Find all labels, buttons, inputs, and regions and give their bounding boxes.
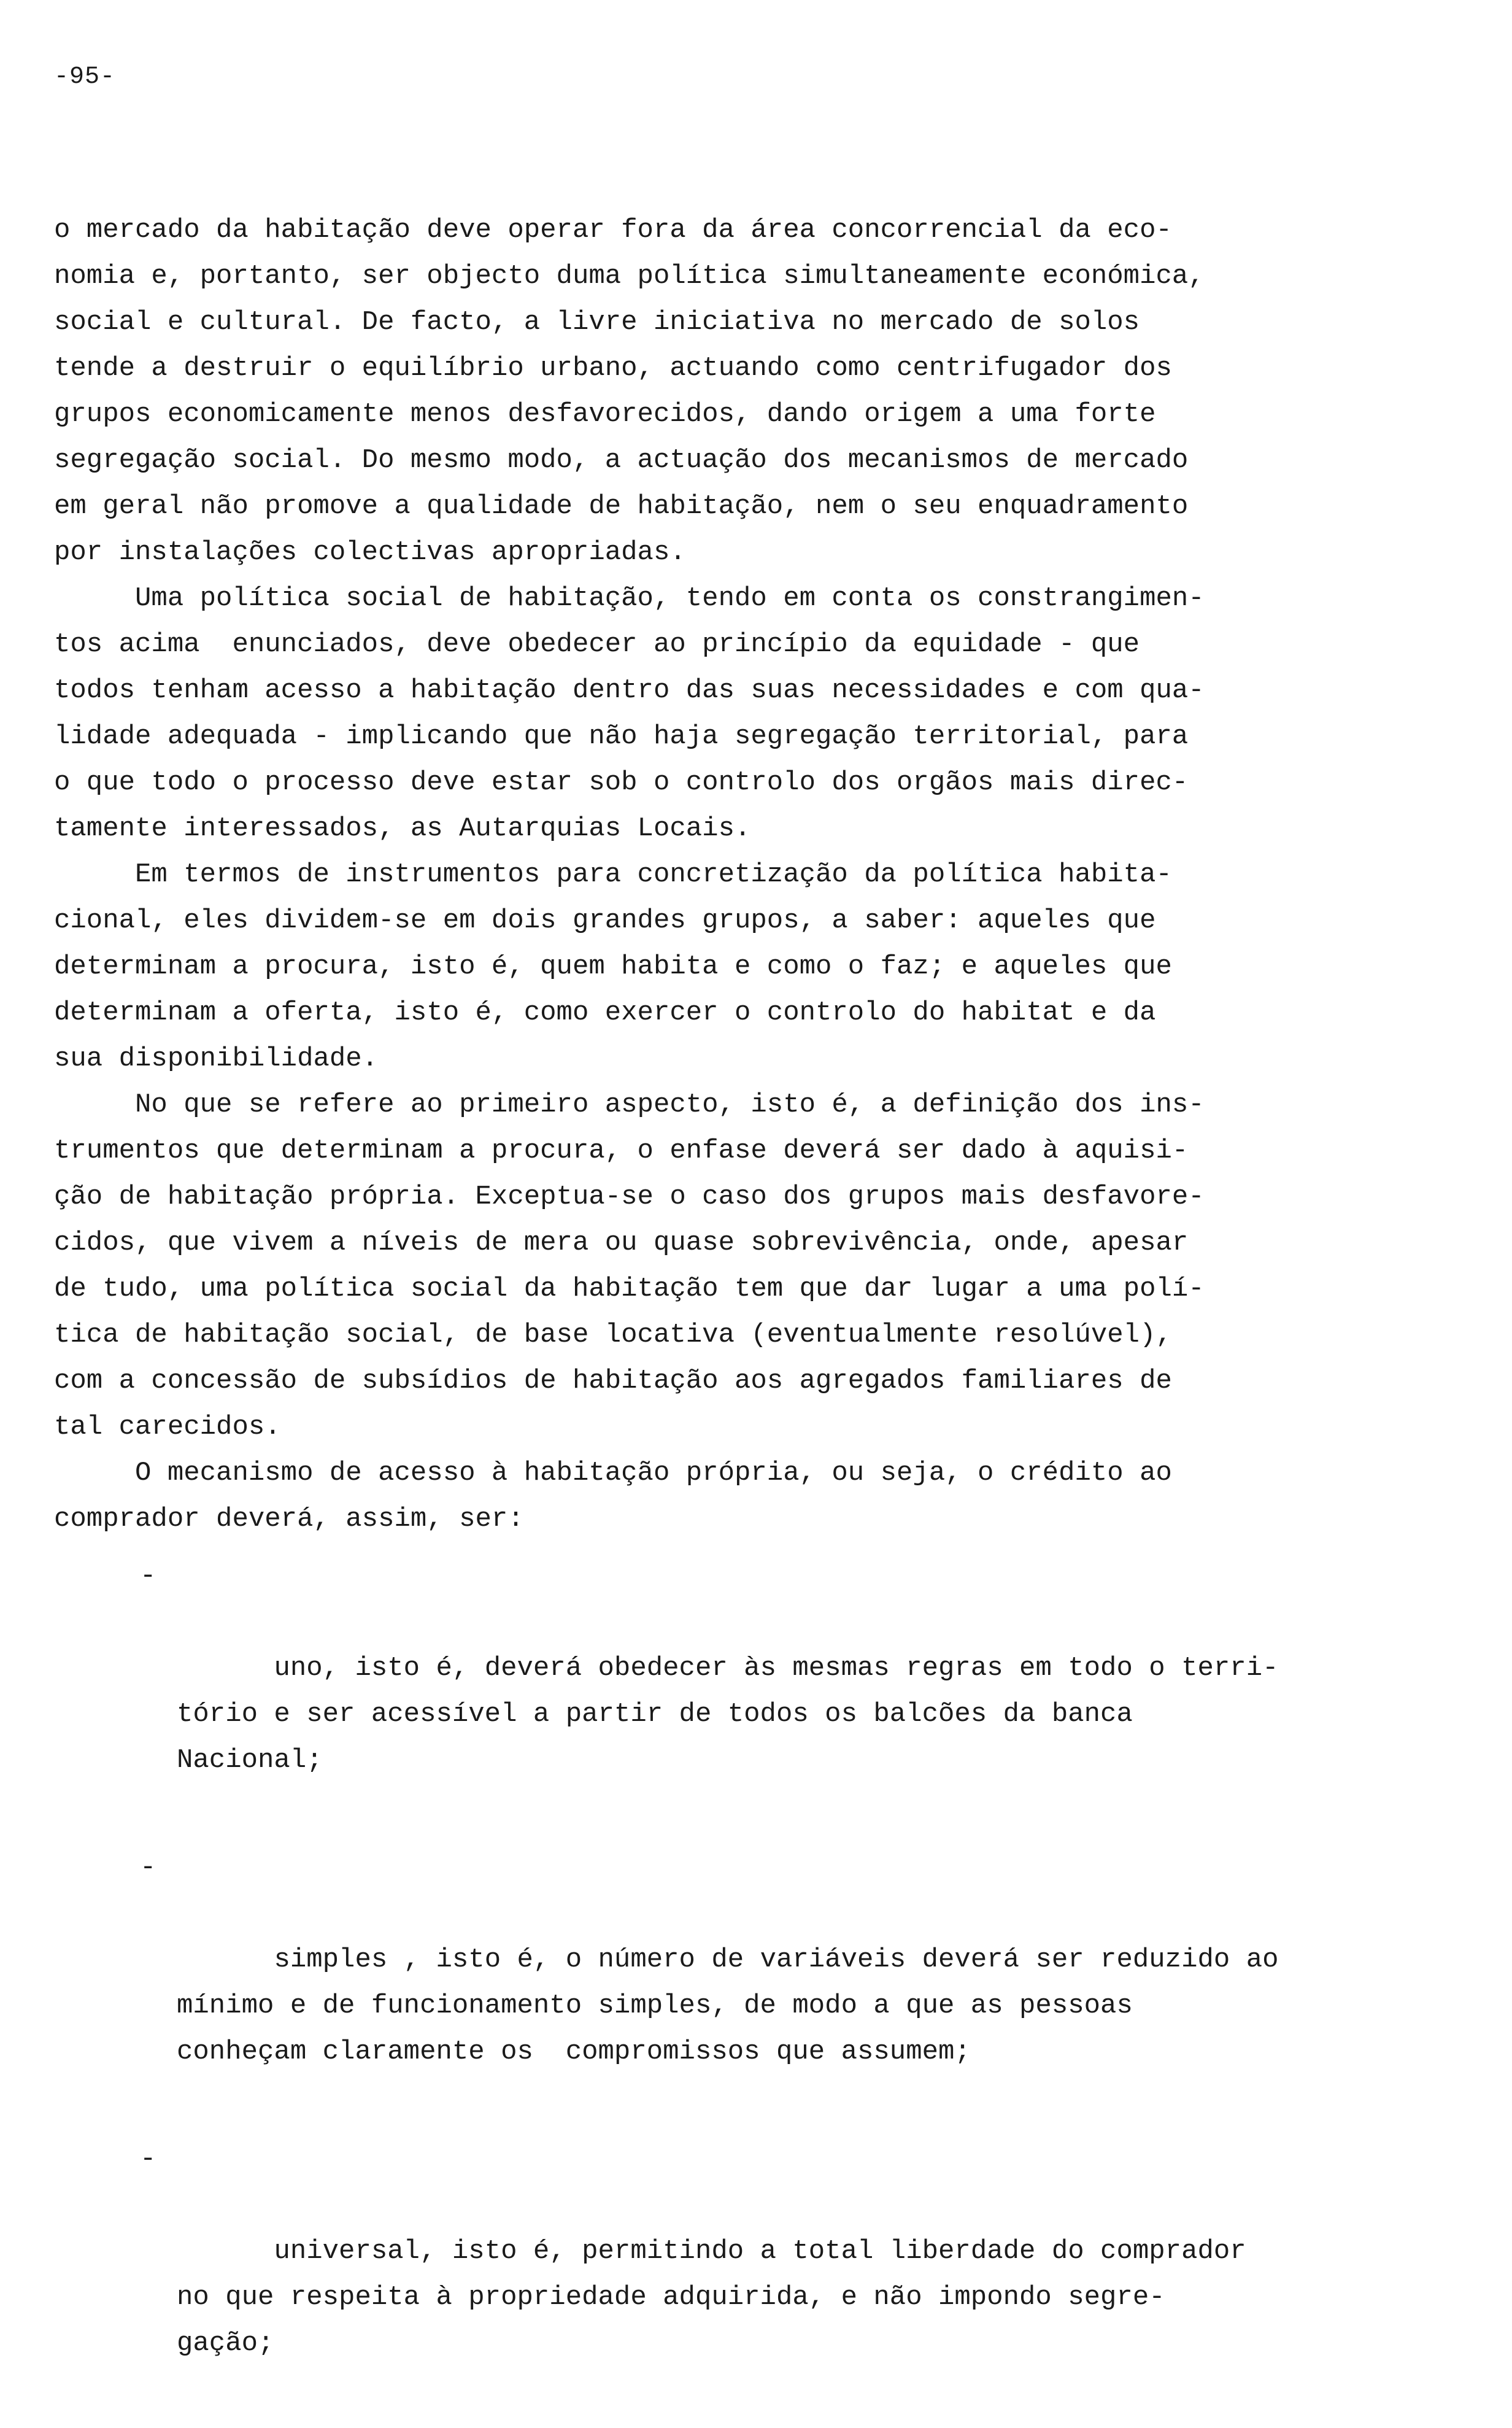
list-dash: -: [140, 1561, 156, 1591]
page-number: -95-: [54, 63, 116, 91]
list-item: [54, 1845, 1373, 2121]
paragraph-social-housing-policy: Uma política social de habitação, tendo em conta os constrangimen- tos acima enunciados, deve obedecer ao princípio da equidade - que todos tenham acesso a habitação dentro das suas necessidades e com qua- lidade adequada - implicando que não haja segregação territorial, para o que todo o processo deve estar sob o controlo dos orgãos mais direc- tamente interessados, as Autarquias Locais.: [54, 583, 1205, 844]
list-item-text: uno, isto é, deverá obedecer às mesmas regras em todo o terri- tório e ser acessível a partir de todos os balcões da banca Nacional;: [177, 1653, 1279, 1776]
paragraph-policy-instruments: Em termos de instrumentos para concretização da política habita- cional, eles dividem-se em dois grandes grupos, a saber: aqueles que determinam a procura, isto é, quem habita e como o faz; e aqueles que determinam a oferta, isto é, como exercer o controlo do habitat e da sua disponibilidade.: [54, 859, 1172, 1074]
list-item-text: universal, isto é, permitindo a total liberdade do comprador no que respeita à propriedade adquirida, e não impondo segre- gação;: [177, 2236, 1246, 2359]
credit-requirements-list: [54, 1553, 1373, 2413]
list-dash: -: [140, 2144, 156, 2175]
list-item: [54, 2136, 1373, 2413]
list-item: [54, 1553, 1373, 1830]
list-dash: -: [140, 1852, 156, 1883]
paragraph-demand-instruments: No que se refere ao primeiro aspecto, isto é, a definição dos ins- trumentos que determinam a procura, o enfase deverá ser dado à aquisi- ção de habitação própria. Exceptua-se o caso dos grupos mais desfavore- cidos, que vivem a níveis de mera ou quase sobrevivência, onde, apesar de tudo, uma política social da habitação tem que dar lugar a uma polí- tica de habitação social, de base locativa (eventualmente resolúvel), com a concessão de subsídios de habitação aos agregados familiares de tal carecidos.: [54, 1089, 1205, 1442]
body-text: [54, 207, 1373, 2428]
list-item-text: simples , isto é, o número de variáveis deverá ser reduzido ao mínimo e de funcionamento simples, de modo a que as pessoas conheçam claramente os compromissos que assumem;: [177, 1944, 1279, 2067]
paragraph-credit-mechanism: O mecanismo de acesso à habitação própria, ou seja, o crédito ao comprador deverá, assim, ser:: [54, 1458, 1172, 1534]
paragraph-housing-market: o mercado da habitação deve operar fora da área concorrencial da eco- nomia e, portanto, ser objecto duma política simultaneamente económica, social e cultural. De facto, a livre iniciativa no mercado de solos tende a destruir o equilíbrio urbano, actuando como centrifugador dos grupos economicamente menos desfavorecidos, dando origem a uma forte segregação social. Do mesmo modo, a actuação dos mecanismos de mercado em geral não promove a qualidade de habitação, nem o seu enquadramento por instalações colectivas apropriadas.: [54, 215, 1205, 568]
